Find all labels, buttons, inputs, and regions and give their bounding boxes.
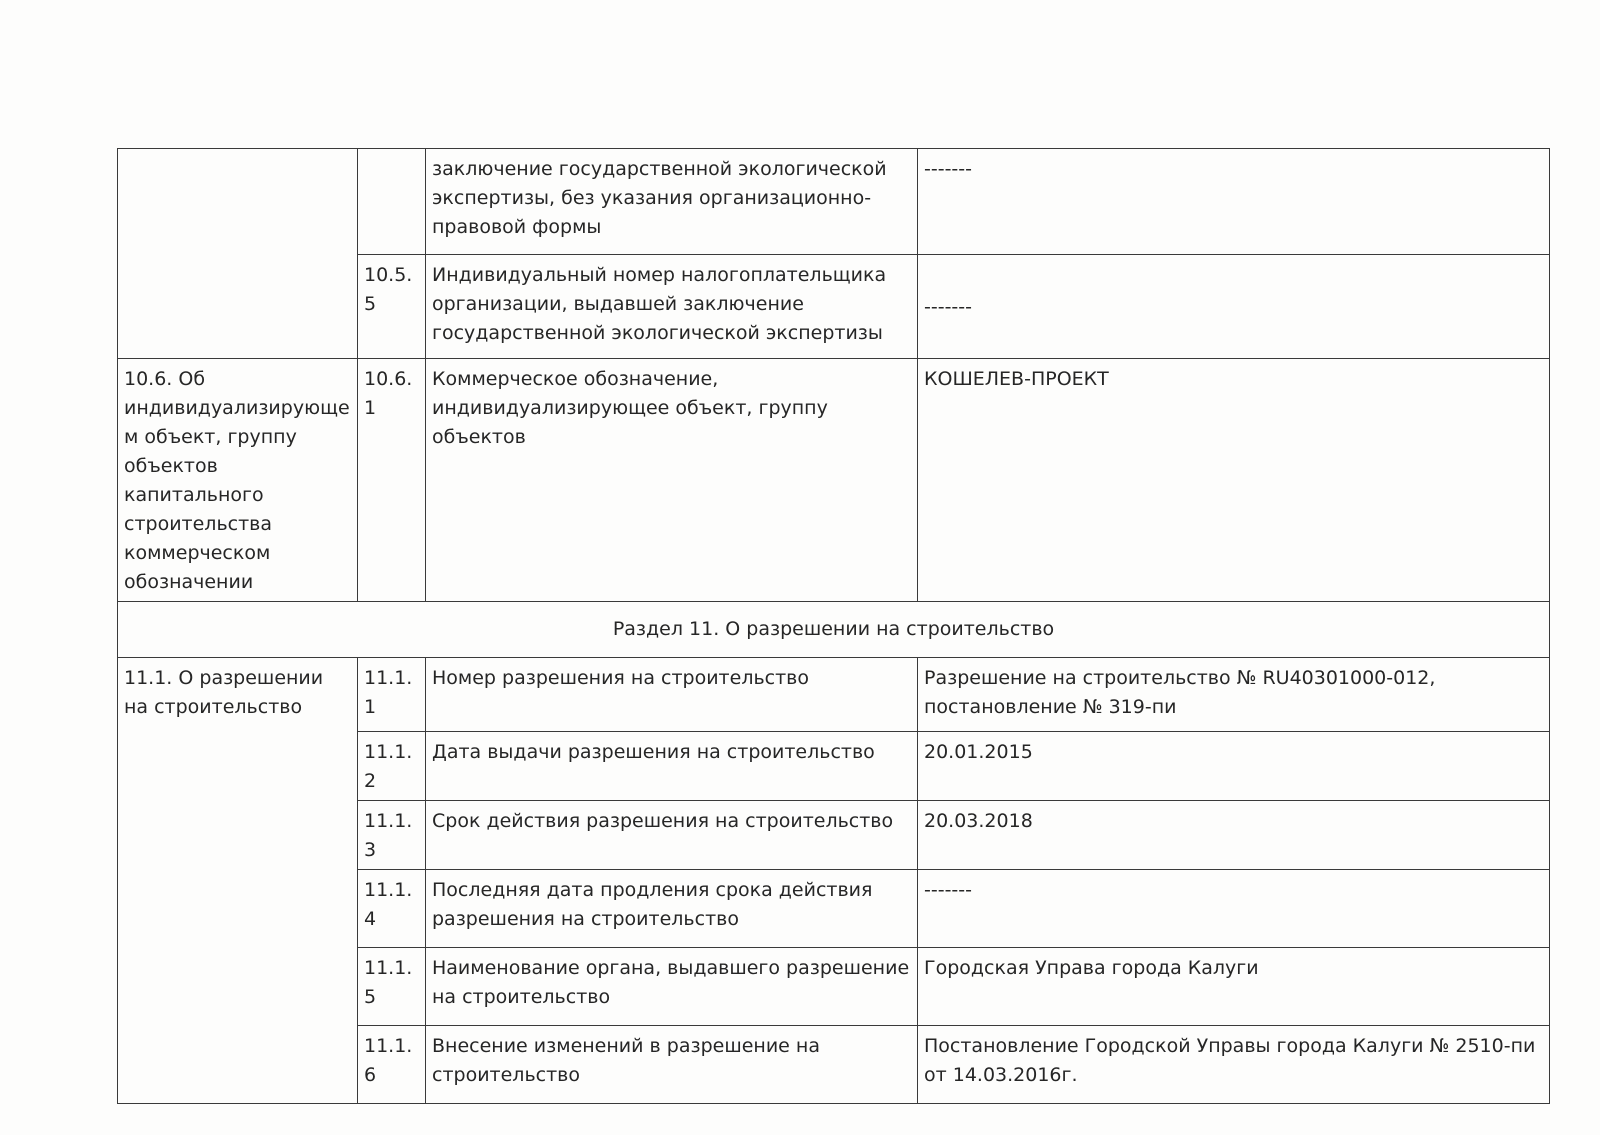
table-row — [118, 359, 1550, 602]
row-description: Дата выдачи разрешения на строительство — [426, 732, 918, 801]
row-description: Номер разрешения на строительство — [426, 658, 918, 732]
row-description: Срок действия разрешения на строительство — [426, 801, 918, 870]
row-value: КОШЕЛЕВ-ПРОЕКТ — [918, 359, 1550, 602]
row-number: 11.1.5 — [358, 948, 426, 1026]
section-title: Раздел 11. О разрешении на строительство — [118, 602, 1550, 658]
table-row — [118, 149, 1550, 255]
row-value: ------- — [918, 870, 1550, 948]
row-number: 11.1.6 — [358, 1026, 426, 1104]
table-row — [118, 658, 1550, 732]
row-number: 11.1.1 — [358, 658, 426, 732]
section-cell-11-1: 11.1. О разрешении на строительство — [118, 658, 358, 1104]
row-description: Наименование органа, выдавшего разрешение на строительство — [426, 948, 918, 1026]
section-cell-10-5 — [118, 149, 358, 359]
section-title-row — [118, 602, 1550, 658]
row-number: 11.1.2 — [358, 732, 426, 801]
section-cell-10-6: 10.6. Об индивидуализирующем объект, группу объектов капитального строительства коммерческом обозначении — [118, 359, 358, 602]
row-description: Последняя дата продления срока действия разрешения на строительство — [426, 870, 918, 948]
row-value: 20.01.2015 — [918, 732, 1550, 801]
disclosure-table — [117, 148, 1550, 1104]
row-value: Городская Управа города Калуги — [918, 948, 1550, 1026]
row-value: Разрешение на строительство № RU40301000-012, постановление № 319-пи — [918, 658, 1550, 732]
row-value: ------- — [918, 149, 1550, 255]
row-value: Постановление Городской Управы города Калуги № 2510-пи от 14.03.2016г. — [918, 1026, 1550, 1104]
row-value: ------- — [918, 255, 1550, 359]
row-number: 10.5.5 — [358, 255, 426, 359]
row-number: 11.1.4 — [358, 870, 426, 948]
row-description: Индивидуальный номер налогоплательщика организации, выдавшей заключение государственной экологической экспертизы — [426, 255, 918, 359]
row-description: Внесение изменений в разрешение на строительство — [426, 1026, 918, 1104]
row-number: 10.6.1 — [358, 359, 426, 602]
row-value: 20.03.2018 — [918, 801, 1550, 870]
row-number: 11.1.3 — [358, 801, 426, 870]
row-description: заключение государственной экологической экспертизы, без указания организационно-правовой формы — [426, 149, 918, 255]
row-description: Коммерческое обозначение, индивидуализирующее объект, группу объектов — [426, 359, 918, 602]
row-number — [358, 149, 426, 255]
